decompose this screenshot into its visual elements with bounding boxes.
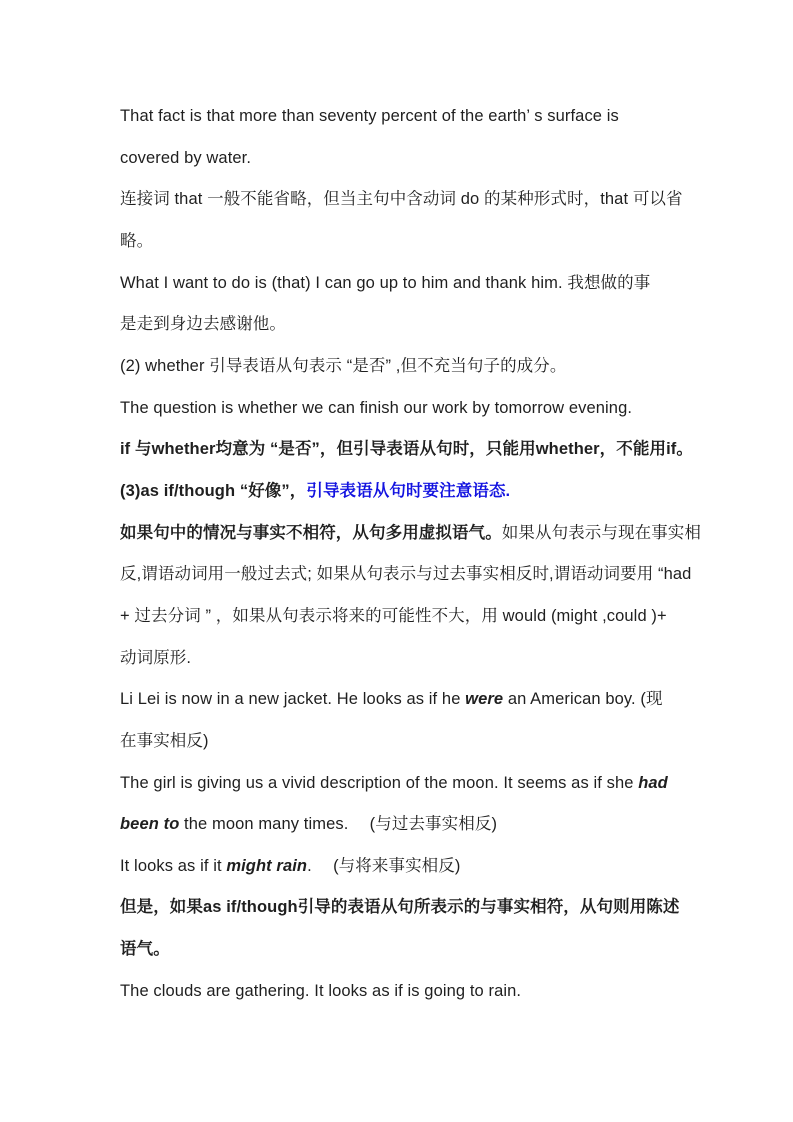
- text-run: 在事实相反): [120, 731, 209, 750]
- text-run: covered by water.: [120, 148, 252, 167]
- text-run: 语气。: [120, 940, 170, 959]
- text-line: [120, 721, 740, 763]
- text-run: been to: [120, 815, 180, 834]
- text-run: The question is whether we can finish our work by tomorrow evening.: [120, 398, 633, 417]
- text-line: [120, 179, 740, 221]
- text-line: [120, 471, 740, 513]
- text-line: [120, 554, 740, 596]
- document-body: [120, 96, 740, 1012]
- text-run: Li Lei is now in a new jacket. He looks as if he: [120, 690, 466, 709]
- text-line: [120, 971, 740, 1013]
- text-run: might rain: [226, 856, 308, 875]
- text-run: That fact is that more than seventy percent of the earth’ s surface is: [120, 107, 619, 125]
- text-run: an American boy. (现: [503, 690, 663, 709]
- text-line: [120, 596, 740, 638]
- text-run: The girl is giving us a vivid description of the moon. It seems as if she: [120, 773, 639, 792]
- text-run: were: [465, 690, 504, 709]
- text-run: . (与将来事实相反): [307, 856, 461, 875]
- text-line: [120, 513, 740, 555]
- text-run: 动词原形.: [120, 648, 192, 667]
- text-run: 但是，如果as if/though引导的表语从句所表示的与事实相符，从句则用陈述: [120, 898, 680, 917]
- text-run: 连接词 that 一般不能省略，但当主句中含动词 do 的某种形式时，that 可以省: [120, 190, 683, 209]
- text-run: had: [638, 773, 668, 792]
- text-run: What I want to do is (that) I can go up to him and thank him. 我想做的事: [120, 273, 651, 292]
- text-run: the moon many times. (与过去事实相反): [179, 815, 498, 834]
- text-run: 反,谓语动词用一般过去式; 如果从句表示与过去事实相反时,谓语动词要用 “had: [120, 565, 692, 584]
- text-run: 引导表语从句时要注意语态.: [306, 481, 511, 500]
- text-line: [120, 846, 740, 888]
- text-run: 如果从句表示与现在事实相: [501, 523, 702, 542]
- text-run: 如果句中的情况与事实不相符，从句多用虚拟语气。: [120, 523, 502, 542]
- text-line: [120, 221, 740, 263]
- text-line: [120, 429, 740, 471]
- text-run: The clouds are gathering. It looks as if is going to rain.: [120, 981, 522, 1000]
- text-line: [120, 263, 740, 305]
- text-line: [120, 763, 740, 805]
- text-line: [120, 638, 740, 680]
- text-line: [120, 887, 740, 929]
- text-run: + 过去分词 ” ，如果从句表示将来的可能性不大，用 would (might ,could )+: [120, 606, 667, 625]
- text-line: [120, 304, 740, 346]
- text-line: [120, 929, 740, 971]
- text-line: [120, 804, 740, 846]
- text-run: 是走到身边去感谢他。: [120, 315, 286, 334]
- text-line: [120, 96, 740, 138]
- text-line: [120, 388, 740, 430]
- text-line: [120, 346, 740, 388]
- text-line: [120, 679, 740, 721]
- text-run: (3)as if/though “好像”，: [120, 481, 307, 500]
- text-run: if 与whether均意为 “是否”，但引导表语从句时，只能用whether，不能用if。: [120, 440, 693, 459]
- text-run: 略。: [120, 231, 154, 250]
- text-run: (2) whether 引导表语从句表示 “是否” ,但不充当句子的成分。: [120, 356, 567, 375]
- text-run: It looks as if it: [120, 856, 227, 875]
- text-line: [120, 138, 740, 180]
